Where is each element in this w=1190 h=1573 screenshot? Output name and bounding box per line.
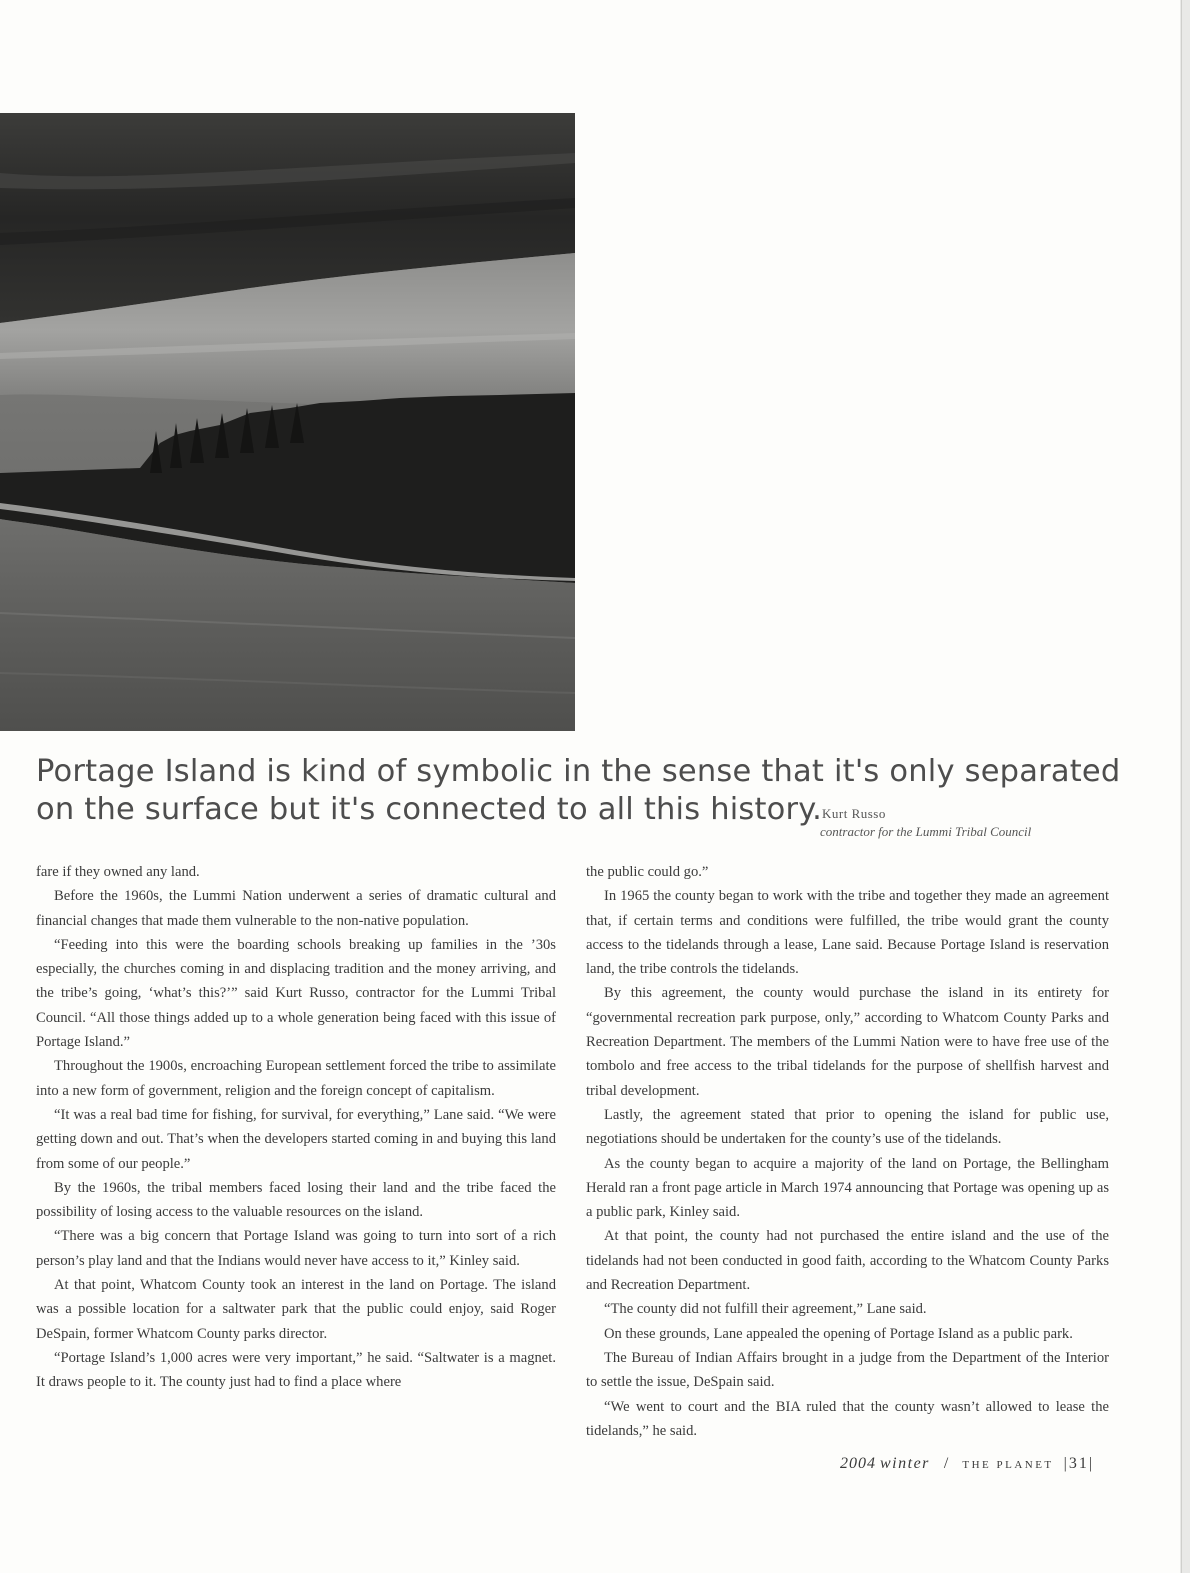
quote-attribution-role: contractor for the Lummi Tribal Council xyxy=(820,824,1032,839)
paragraph: The Bureau of Indian Affairs brought in a judge from the Department of the Interior to settle the issue, DeSpain said. xyxy=(586,1349,1109,1391)
paragraph: In 1965 the county began to work with the tribe and together they made an agreement that, if certain terms and conditions were fulfilled, the tribe would grant the county access to the tidelands through a lease, Lane said. Because Portage Island is reservation land, the tribe controls the tidelands. xyxy=(586,888,1109,978)
paragraph: “We went to court and the BIA ruled that the county wasn’t allowed to lease the tidelands,” he said. xyxy=(586,1398,1109,1439)
aerial-photo xyxy=(0,113,575,731)
paragraph: At that point, Whatcom County took an interest in the land on Portage. The island was a possible location for a saltwater park that the public could enjoy, said Roger DeSpain, former Whatcom County parks director. xyxy=(36,1277,556,1342)
paragraph: Lastly, the agreement stated that prior to opening the island for public use, negotiations should be undertaken for the county’s use of the tidelands. xyxy=(586,1106,1109,1148)
paragraph: By this agreement, the county would purchase the island in its entirety for “governmental recreation park purpose, only,” according to Whatcom County Parks and Recreation Department. The members of the Lummi Nation were to have free use of the tombolo and free access to the tribal tidelands for the purpose of shellfish harvest and tribal development. xyxy=(586,985,1109,1099)
footer-season: winter xyxy=(880,1455,930,1472)
paragraph: By the 1960s, the tribal members faced losing their land and the tribe faced the possibility of losing access to the valuable resources on the island. xyxy=(36,1179,556,1221)
footer-magazine-name: THE PLANET xyxy=(962,1459,1054,1471)
footer-separator: / xyxy=(943,1455,949,1472)
article-column-right xyxy=(586,860,1109,1443)
paragraph: Before the 1960s, the Lummi Nation underwent a series of dramatic cultural and financial changes that made them vulnerable to the non-native population. xyxy=(36,888,556,929)
paragraph: fare if they owned any land. xyxy=(36,864,200,880)
page-footer xyxy=(840,1455,1094,1473)
paragraph: the public could go.” xyxy=(586,864,709,880)
article-column-left xyxy=(36,860,556,1395)
paragraph: Throughout the 1900s, encroaching European settlement forced the tribe to assimilate into a new form of government, religion and the foreign concept of capitalism. xyxy=(36,1058,556,1099)
paragraph: “Portage Island’s 1,000 acres were very important,” he said. “Saltwater is a magnet. It draws people to it. The county just had to find a place where xyxy=(36,1349,556,1391)
quote-attribution-name: Kurt Russo xyxy=(822,806,886,821)
paragraph: “There was a big concern that Portage Island was going to turn into sort of a rich person’s play land and that the Indians would never have access to it,” Kinley said. xyxy=(36,1228,556,1269)
paragraph: “Feeding into this were the boarding schools breaking up families in the ’30s especially, the churches coming in and displacing tradition and the money arriving, and the tribe’s going, ‘what’s this?’” said Kurt Russo, contractor for the Lummi Tribal Council. “All those things added up to a whole generation being faced with this issue of Portage Island.” xyxy=(36,936,556,1051)
paragraph: At that point, the county had not purchased the entire island and the use of the tidelands had not been conducted in good faith, according to the Whatcom County Parks and Recreation Department. xyxy=(586,1228,1109,1294)
page-edge-line xyxy=(1181,0,1182,1573)
paragraph: “It was a real bad time for fishing, for survival, for everything,” Lane said. “We were getting down and out. That’s when the developers started coming in and buying this land from some of our people.” xyxy=(36,1106,556,1172)
pull-quote: Portage Island is kind of symbolic in the sense that it's only separated on the surface but it's connected to all this history. xyxy=(36,754,1121,827)
aerial-photo-graphic xyxy=(0,113,575,731)
paragraph: On these grounds, Lane appealed the opening of Portage Island as a public park. xyxy=(604,1325,1073,1342)
footer-year: 2004 xyxy=(840,1455,876,1472)
paragraph: As the county began to acquire a majority of the land on Portage, the Bellingham Herald ran a front page article in March 1974 announcing that Portage was opening up as a public park, Kinley said. xyxy=(586,1155,1109,1221)
paragraph: “The county did not fulfill their agreement,” Lane said. xyxy=(604,1301,927,1318)
page-number: |31| xyxy=(1063,1455,1095,1472)
